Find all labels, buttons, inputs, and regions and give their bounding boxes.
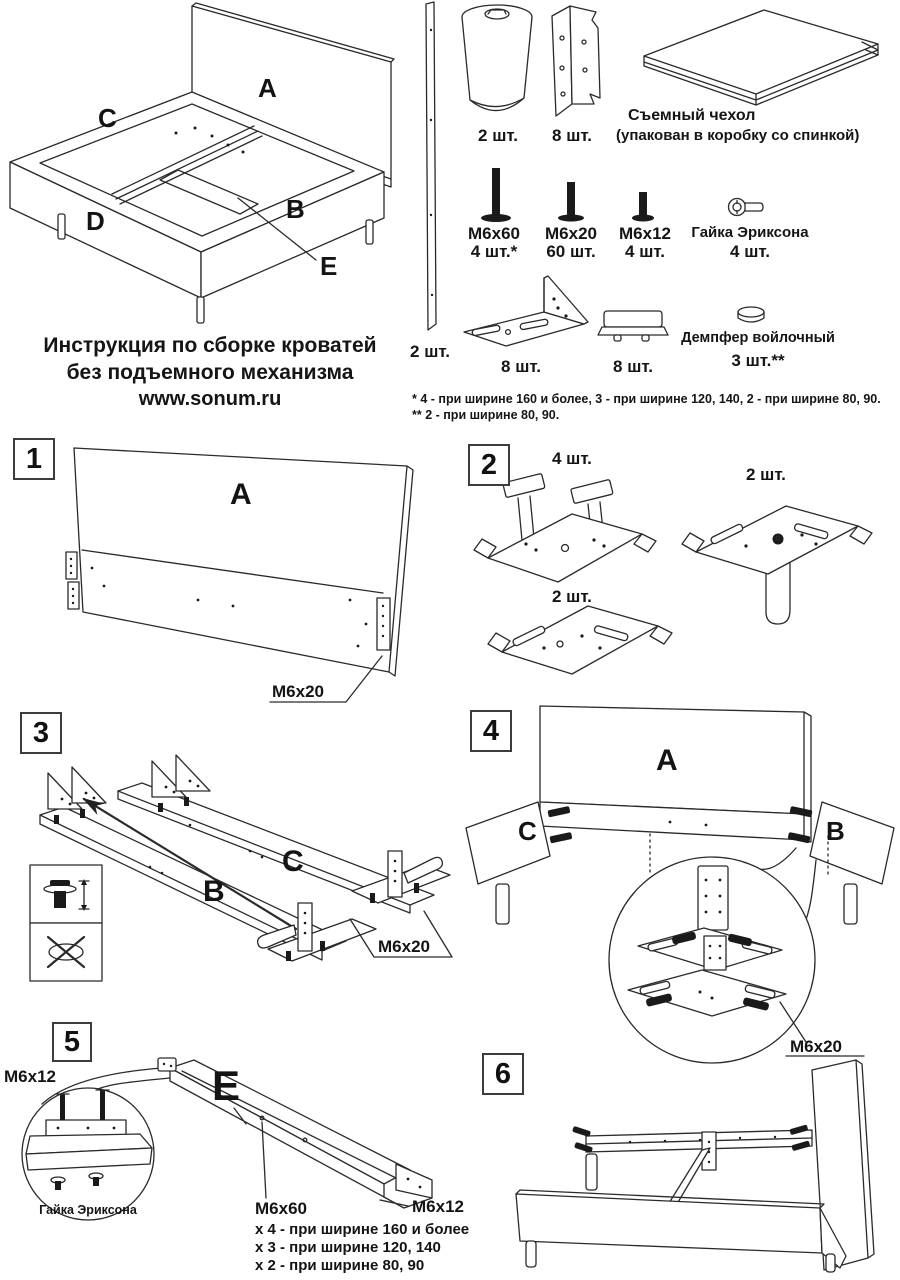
overview-label-b: B — [286, 194, 305, 224]
side-rail-part-drawing — [400, 0, 462, 338]
side-rail-qty: 2 шт. — [410, 342, 450, 361]
step6-number — [482, 1053, 524, 1095]
step2-num-text: 2 — [480, 448, 498, 481]
step5-drawing — [0, 1038, 475, 1280]
step2-qty-legs: 2 шт. — [746, 465, 786, 484]
step5-qty-note1: x 4 - при ширине 160 и более — [255, 1221, 470, 1238]
cover-part-drawing — [636, 4, 888, 108]
footnote-2: ** 2 - при ширине 80, 90. — [412, 408, 560, 422]
step5-bolt-left-label: M6x12 — [4, 1067, 56, 1086]
step6-num-text: 6 — [494, 1057, 512, 1090]
step4-label-b: B — [826, 816, 845, 846]
step1-bolt-label: M6x20 — [272, 682, 324, 701]
step4-number — [470, 710, 512, 752]
slat-holder-drawing — [596, 306, 670, 350]
leg-part-drawing — [458, 2, 538, 122]
cover-name: Съемный чехол — [628, 107, 756, 124]
erikson-nut-name: Гайка Эриксона — [691, 224, 809, 241]
gusset-bracket-drawing — [458, 272, 590, 354]
bolt-m6x20-drawing — [556, 182, 586, 226]
bolt-m6x20-qty: 60 шт. — [546, 242, 596, 261]
leg-qty: 2 шт. — [478, 126, 518, 145]
step1-num-text: 1 — [25, 442, 43, 475]
step5-qty-note3: x 2 - при ширине 80, 90 — [255, 1257, 425, 1274]
step3-label-b: B — [203, 875, 225, 908]
overview-label-d: D — [86, 206, 105, 236]
step1-number — [13, 438, 55, 480]
step3-bolt-label: M6x20 — [378, 937, 430, 956]
erikson-nut-drawing — [726, 196, 766, 220]
slat-holder-qty: 8 шт. — [613, 357, 653, 376]
step2-drawing — [460, 440, 900, 702]
step1-label-a: A — [230, 478, 252, 511]
bolt-m6x60-name: M6x60 — [468, 224, 520, 243]
overview-label-e: E — [320, 251, 338, 281]
step3-num-text: 3 — [32, 716, 50, 749]
bolt-m6x60-drawing — [478, 168, 514, 226]
website-link[interactable]: www.sonum.ru — [138, 388, 282, 410]
step5-number — [52, 1022, 92, 1062]
felt-damper-name: Демпфер войлочный — [681, 330, 835, 346]
step5-qty-note2: x 3 - при ширине 120, 140 — [255, 1239, 441, 1256]
corner-bracket-part-drawing — [542, 2, 606, 122]
bolt-m6x60-qty: 4 шт.* — [470, 242, 518, 261]
page-title — [20, 332, 400, 386]
step4-num-text: 4 — [482, 714, 500, 747]
step5-bolt-center-label: M6x60 — [255, 1199, 307, 1218]
title-line2: без подъемного механизма — [66, 361, 354, 384]
corner-bracket-qty: 8 шт. — [552, 126, 592, 145]
overview-label-c: C — [98, 103, 117, 133]
overview-label-a: A — [258, 73, 277, 103]
step4-label-a: A — [656, 744, 678, 777]
step2-qty-plates: 2 шт. — [552, 587, 592, 606]
step5-nut-label: Гайка Эриксона — [39, 1203, 137, 1217]
erikson-nut-qty: 4 шт. — [730, 242, 770, 261]
felt-damper-drawing — [734, 304, 770, 328]
step2-number — [468, 444, 510, 486]
cover-note: (упакован в коробку со спинкой) — [616, 127, 860, 144]
step5-label-e: E — [212, 1062, 241, 1109]
title-line1: Инструкция по сборке кроватей — [43, 334, 377, 357]
bed-overview-drawing — [0, 0, 420, 330]
step2-qty-holders: 4 шт. — [552, 449, 592, 468]
bolt-m6x20-name: M6x20 — [545, 224, 597, 243]
step5-bolt-right-label: M6x12 — [412, 1197, 464, 1216]
step3-drawing — [0, 705, 470, 1005]
step3-number — [20, 712, 62, 754]
cover-part-label — [616, 106, 894, 146]
step4-label-c: C — [518, 816, 537, 846]
step4-bolt-label: M6x20 — [790, 1037, 842, 1056]
step1-drawing — [8, 428, 478, 710]
step5-num-text: 5 — [63, 1025, 81, 1058]
footnote-1: * 4 - при ширине 160 и более, 3 - при ширине 120, 140, 2 - при ширине 80, 90. — [412, 392, 881, 406]
bolt-m6x12-qty: 4 шт. — [625, 242, 665, 261]
gusset-bracket-qty: 8 шт. — [501, 357, 541, 376]
bolt-m6x12-drawing — [630, 192, 656, 226]
bolt-m6x12-name: M6x12 — [619, 224, 671, 243]
step6-drawing — [490, 1042, 900, 1280]
step4-drawing — [460, 698, 900, 1086]
felt-damper-qty: 3 шт.** — [731, 351, 785, 370]
step3-label-c: C — [282, 845, 304, 878]
